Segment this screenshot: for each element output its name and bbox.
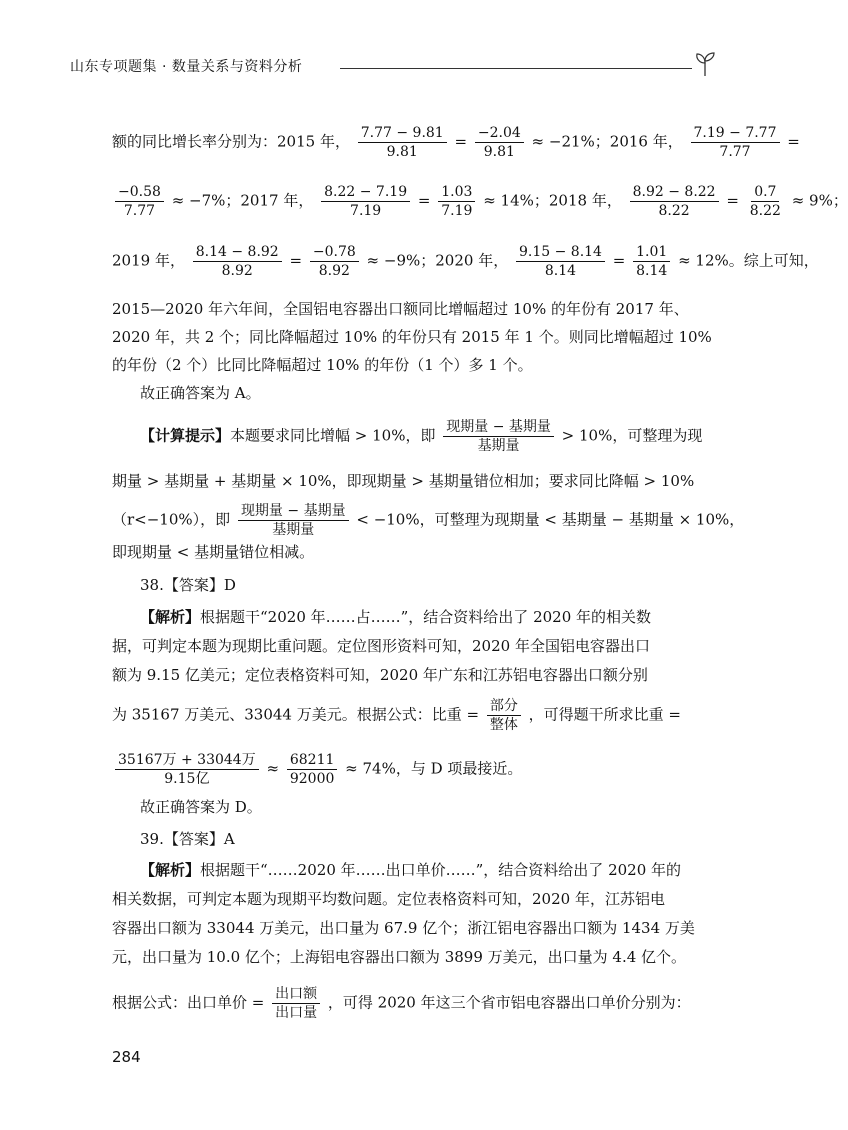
page-number: 284: [112, 1048, 141, 1066]
text-line: 相关数据，可判定本题为现期平均数问题。定位表格资料可知，2020 年，江苏铝电: [112, 890, 665, 908]
text-line: 额为 9.15 亿美元；定位表格资料可知，2020 年广东和江苏铝电容器出口额分别: [112, 666, 648, 684]
text-line: 【解析】根据题干“……2020 年……出口单价……”，结合资料给出了 2020 年的: [140, 861, 682, 879]
fraction: $\frac{1.01}{8.14}$: [633, 243, 670, 280]
fraction: $\frac{-0.58}{7.77}$: [115, 183, 164, 220]
fraction: $\frac{0.7}{8.22}$: [749, 184, 781, 219]
running-header: [70, 48, 720, 78]
text-line: $\frac{\text{35167万 + 33044万}}{\text{9.15亿}}$ ≈ $\frac{68211}{92000}$ ≈ 74%，与 D 项最接近。: [112, 751, 720, 788]
text-line: 为 35167 万美元、33044 万美元。根据公式：比重 = $\frac{\text{部分}}{\text{整体}}$ ，可得题干所求比重 =: [112, 698, 681, 733]
text-line: 故正确答案为 A。: [140, 384, 261, 402]
fraction: $\frac{\text{部分}}{\text{整体}}$: [487, 697, 521, 734]
text-line: 2015—2020 年六年间，全国铝电容器出口额同比增幅超过 10% 的年份有 2017 年、: [112, 300, 689, 318]
text-line: $\frac{-0.58}{7.77}$ ≈ −7%；2017 年， $\frac{8.22 - 7.19}{7.19}$ = $\frac{1.03}{7.19}$ ≈ 14%；2018 年， $\frac{8.92 - 8.22}{8.22}$ = $\frac{0.7}{8.22}$ ≈ 9%；: [112, 183, 720, 220]
text-line: 故正确答案为 D。: [140, 798, 262, 816]
text-line: 额的同比增长率分别为：2015 年， $\frac{7.77 - 9.81}{9.81}$ = $\frac{-2.04}{9.81}$ ≈ −21%；2016 年， $\frac{7.19 - 7.77}{7.77}$ =: [112, 125, 800, 160]
fraction: $\frac{8.14 - 8.92}{8.92}$: [193, 243, 282, 280]
sprout-icon: [690, 48, 720, 78]
text-line: 2020 年，共 2 个；同比降幅超过 10% 的年份只有 2015 年 1 个。则同比增幅超过 10%: [112, 328, 712, 346]
fraction: $\frac{9.15 - 8.14}{8.14}$: [516, 243, 605, 280]
fraction: $\frac{\text{现期量 − 基期量}}{\text{基期量}}$: [443, 418, 554, 455]
text-line: 的年份（2 个）比同比降幅超过 10% 的年份（1 个）多 1 个。: [112, 356, 533, 374]
text-line: （r<−10%），即 $\frac{\text{现期量 − 基期量}}{\text{基期量}}$ < −10%，可整理为现期量 < 基期量 − 基期量 × 10%，: [112, 503, 745, 538]
fraction: $\frac{68211}{92000}$: [287, 751, 338, 788]
text-line: 期量 > 基期量 + 基期量 × 10%，即现期量 > 基期量错位相加；要求同比降幅 > 10%: [112, 472, 695, 490]
fraction: $\frac{-0.78}{8.92}$: [310, 243, 359, 280]
header-rule: [340, 68, 692, 69]
fraction: $\frac{\text{出口额}}{\text{出口量}}$: [272, 985, 320, 1022]
text-line: 容器出口额为 33044 万美元，出口量为 67.9 亿个；浙江铝电容器出口额为 1434 万美: [112, 919, 695, 937]
text-line: 【解析】根据题干“2020 年……占……”，结合资料给出了 2020 年的相关数: [140, 608, 652, 626]
text-line: 即现期量 < 基期量错位相减。: [112, 543, 315, 561]
answer-38: 38.【答案】D: [140, 576, 236, 594]
fraction: $\frac{\text{35167万 + 33044万}}{\text{9.15亿}}$: [115, 751, 259, 788]
text-line: 【计算提示】本题要求同比增幅 > 10%，即 $\frac{\text{现期量 − 基期量}}{\text{基期量}}$ > 10%，可整理为现: [140, 419, 703, 454]
fraction: $\frac{-2.04}{9.81}$: [475, 124, 524, 161]
text-line: 2019 年， $\frac{8.14 - 8.92}{8.92}$ = $\frac{-0.78}{8.92}$ ≈ −9%；2020 年， $\frac{9.15 - 8.14}{8.14}$ = $\frac{1.01}{8.14}$ ≈ 12%。综上可知，: [112, 244, 819, 279]
fraction: $\frac{8.92 - 8.22}{8.22}$: [630, 183, 719, 220]
fraction: $\frac{7.77 - 9.81}{9.81}$: [358, 124, 447, 161]
fraction: $\frac{\text{现期量 − 基期量}}{\text{基期量}}$: [238, 502, 349, 539]
fraction: $\frac{1.03}{7.19}$: [438, 183, 475, 220]
header-title: 山东专项题集 · 数量关系与资料分析: [70, 59, 303, 75]
fraction: $\frac{8.22 - 7.19}{7.19}$: [321, 183, 410, 220]
answer-39: 39.【答案】A: [140, 830, 235, 848]
fraction: $\frac{7.19 - 7.77}{7.77}$: [691, 124, 780, 161]
text-line: 据，可判定本题为现期比重问题。定位图形资料可知，2020 年全国铝电容器出口: [112, 637, 650, 655]
text-line: 元，出口量为 10.0 亿个；上海铝电容器出口额为 3899 万美元，出口量为 4.4 亿个。: [112, 948, 687, 966]
text-line: 根据公式：出口单价 = $\frac{\text{出口额}}{\text{出口量}}$ ，可得 2020 年这三个省市铝电容器出口单价分别为：: [112, 986, 691, 1021]
